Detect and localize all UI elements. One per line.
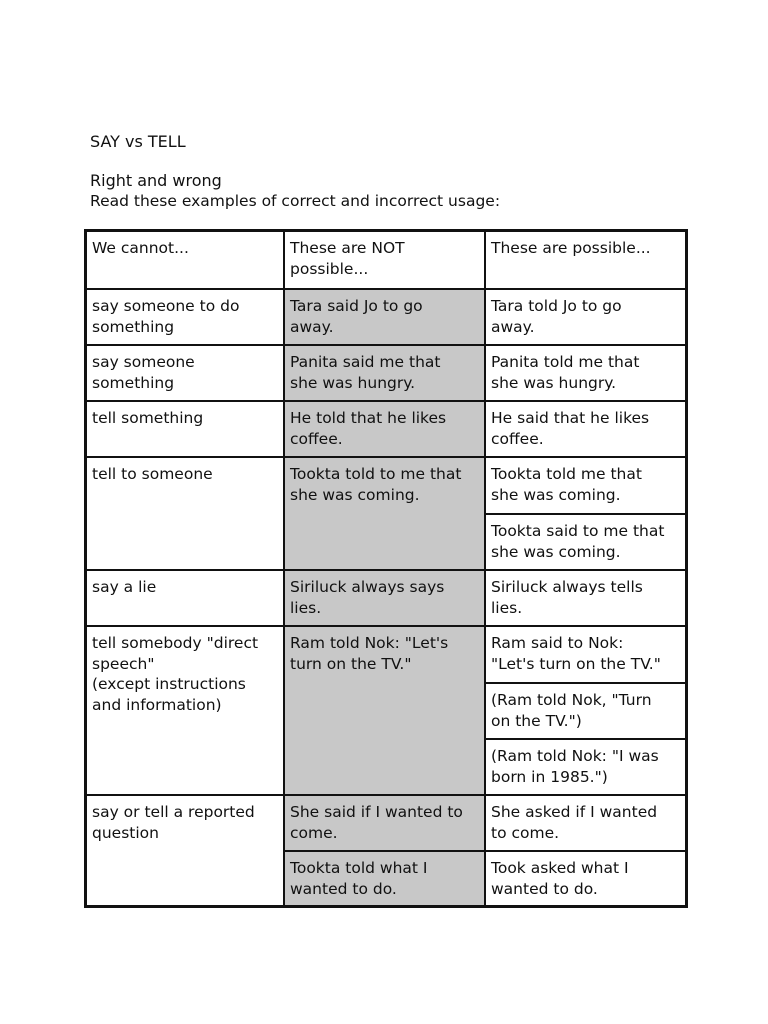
table-cell: tell to someone	[86, 457, 284, 570]
table-cell: say someone something	[86, 345, 284, 401]
section-heading: Right and wrong	[90, 171, 222, 190]
table-cell-possible: Took asked what I wanted to do.	[485, 851, 686, 906]
table-cell-not-possible: He told that he likes coffee.	[284, 401, 485, 457]
header-cell-cannot: We cannot...	[86, 231, 284, 289]
table-cell-not-possible: Ram told Nok: "Let's turn on the TV."	[284, 626, 485, 795]
table-cell: tell something	[86, 401, 284, 457]
table-cell-not-possible: She said if I wanted to come.	[284, 795, 485, 851]
table-cell-possible: Ram said to Nok: "Let's turn on the TV."	[485, 626, 686, 683]
header-cell-not-possible: These are NOT possible...	[284, 231, 485, 289]
table-cell-not-possible: Tara said Jo to go away.	[284, 289, 485, 345]
table-cell: say or tell a reported question	[86, 795, 284, 906]
document-title: SAY vs TELL	[90, 132, 186, 151]
table-cell-possible: Tara told Jo to go away.	[485, 289, 686, 345]
table-cell-possible: Tookta said to me that she was coming.	[485, 514, 686, 570]
table-cell-possible: She asked if I wanted to come.	[485, 795, 686, 851]
table-cell-possible: Siriluck always tells lies.	[485, 570, 686, 626]
table-cell-possible: Tookta told me that she was coming.	[485, 457, 686, 514]
table-cell-possible: Panita told me that she was hungry.	[485, 345, 686, 401]
table-cell-possible: (Ram told Nok, "Turn on the TV.")	[485, 683, 686, 739]
table-cell: tell somebody "direct speech" (except instructions and information)	[86, 626, 284, 795]
usage-table	[84, 229, 688, 908]
table-cell: say someone to do something	[86, 289, 284, 345]
table-cell: say a lie	[86, 570, 284, 626]
intro-text: Read these examples of correct and incorrect usage:	[90, 192, 501, 210]
header-cell-possible: These are possible...	[485, 231, 686, 289]
table-cell-possible: (Ram told Nok: "I was born in 1985.")	[485, 739, 686, 795]
table-cell-not-possible: Tookta told what I wanted to do.	[284, 851, 485, 906]
table-cell-not-possible: Siriluck always says lies.	[284, 570, 485, 626]
table-cell-not-possible: Tookta told to me that she was coming.	[284, 457, 485, 570]
table-cell-possible: He said that he likes coffee.	[485, 401, 686, 457]
table-cell-not-possible: Panita said me that she was hungry.	[284, 345, 485, 401]
